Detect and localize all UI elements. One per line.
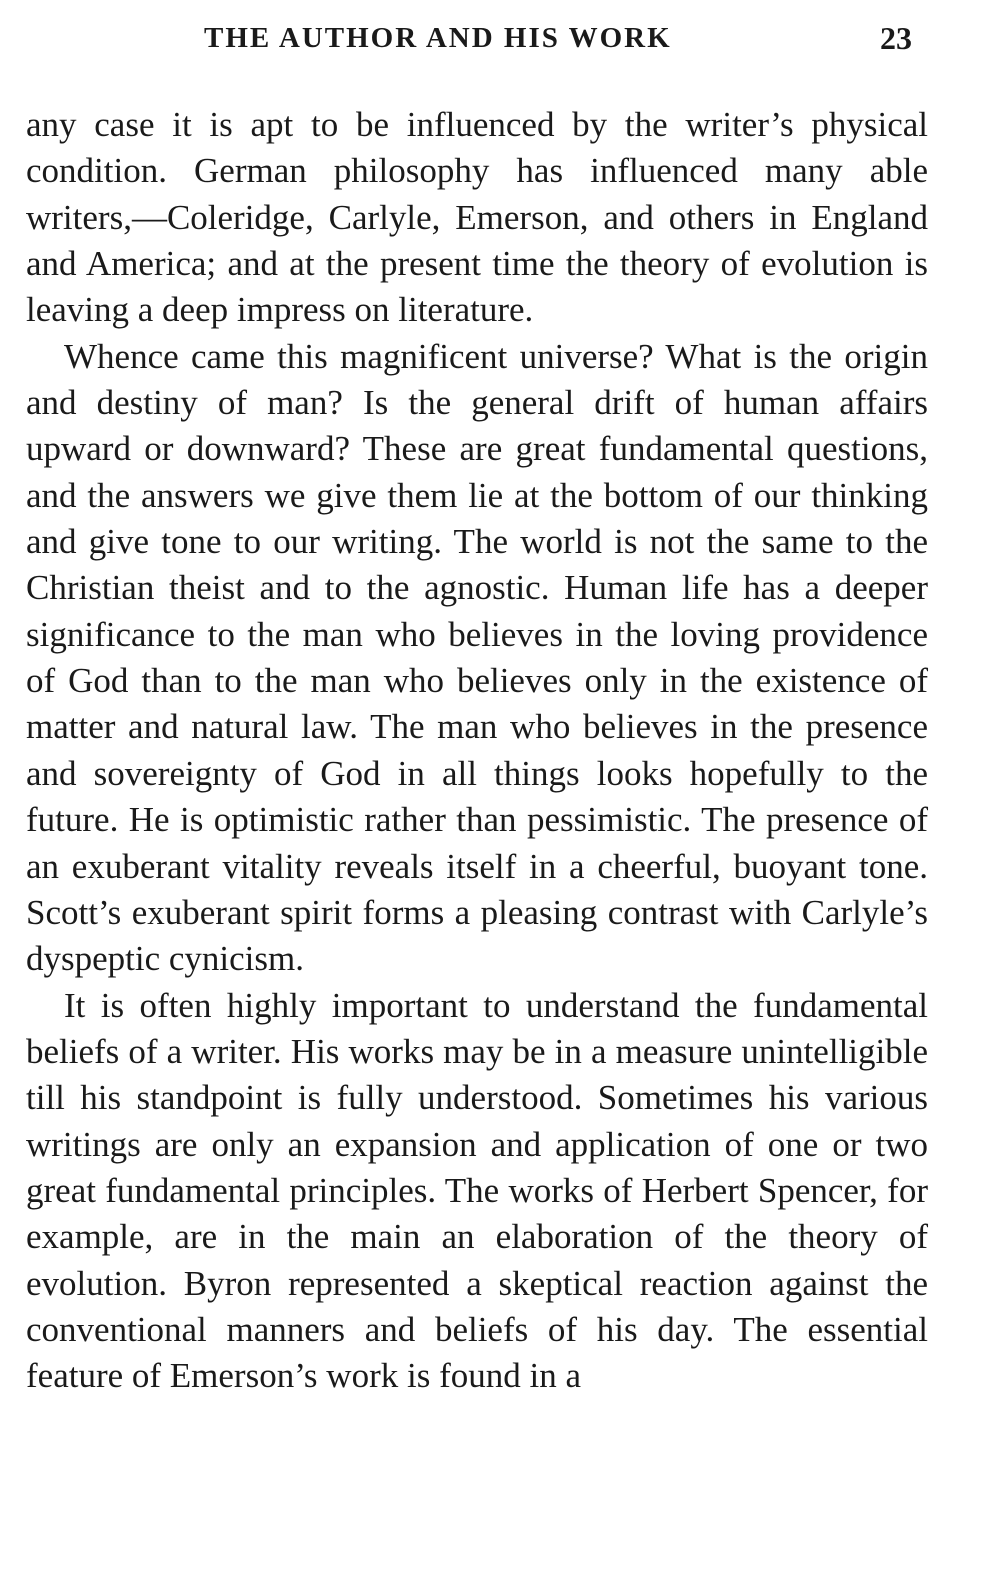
page-number: 23	[880, 20, 912, 56]
paragraph-continued: any case it is apt to be influenced by the writer’s physical condition. German philosophy has influenced many able writers,—Coleridge, Carlyle, Emerson, and others in England and America; and at the present time the theory of evolution is leaving a deep impress on literature.	[26, 105, 928, 330]
running-head	[0, 22, 1000, 62]
paragraph: It is often highly important to understand the fundamental beliefs of a writer. His works may be in a measure unintelligible till his standpoint is fully understood. Sometimes his various writings are only an expansion and application of one or two great fundamental principles. The works of Herbert Spencer, for example, are in the main an elaboration of the theory of evolution. Byron represented a skeptical reaction against the conventional manners and beliefs of his day. The essential feature of Emerson’s work is found in a	[26, 985, 928, 1396]
body-text	[26, 102, 928, 1400]
paragraph: Whence came this magnificent universe? What is the origin and destiny of man? Is the general drift of human affairs upward or downward? These are great fundamental questions, and the answers we give them lie at the bottom of our thinking and give tone to our writing. The world is not the same to the Christian theist and to the agnostic. Human life has a deeper significance to the man who believes in the loving providence of God than to the man who believes only in the existence of matter and natural law. The man who believes in the presence and sovereignty of God in all things looks hopefully to the future. He is optimistic rather than pessimistic. The presence of an exuberant vitality reveals itself in a cheerful, buoyant tone. Scott’s exuberant spirit forms a pleasing contrast with Carlyle’s dyspeptic cynicism.	[26, 336, 928, 979]
running-head-title: THE AUTHOR AND HIS WORK	[204, 22, 672, 54]
